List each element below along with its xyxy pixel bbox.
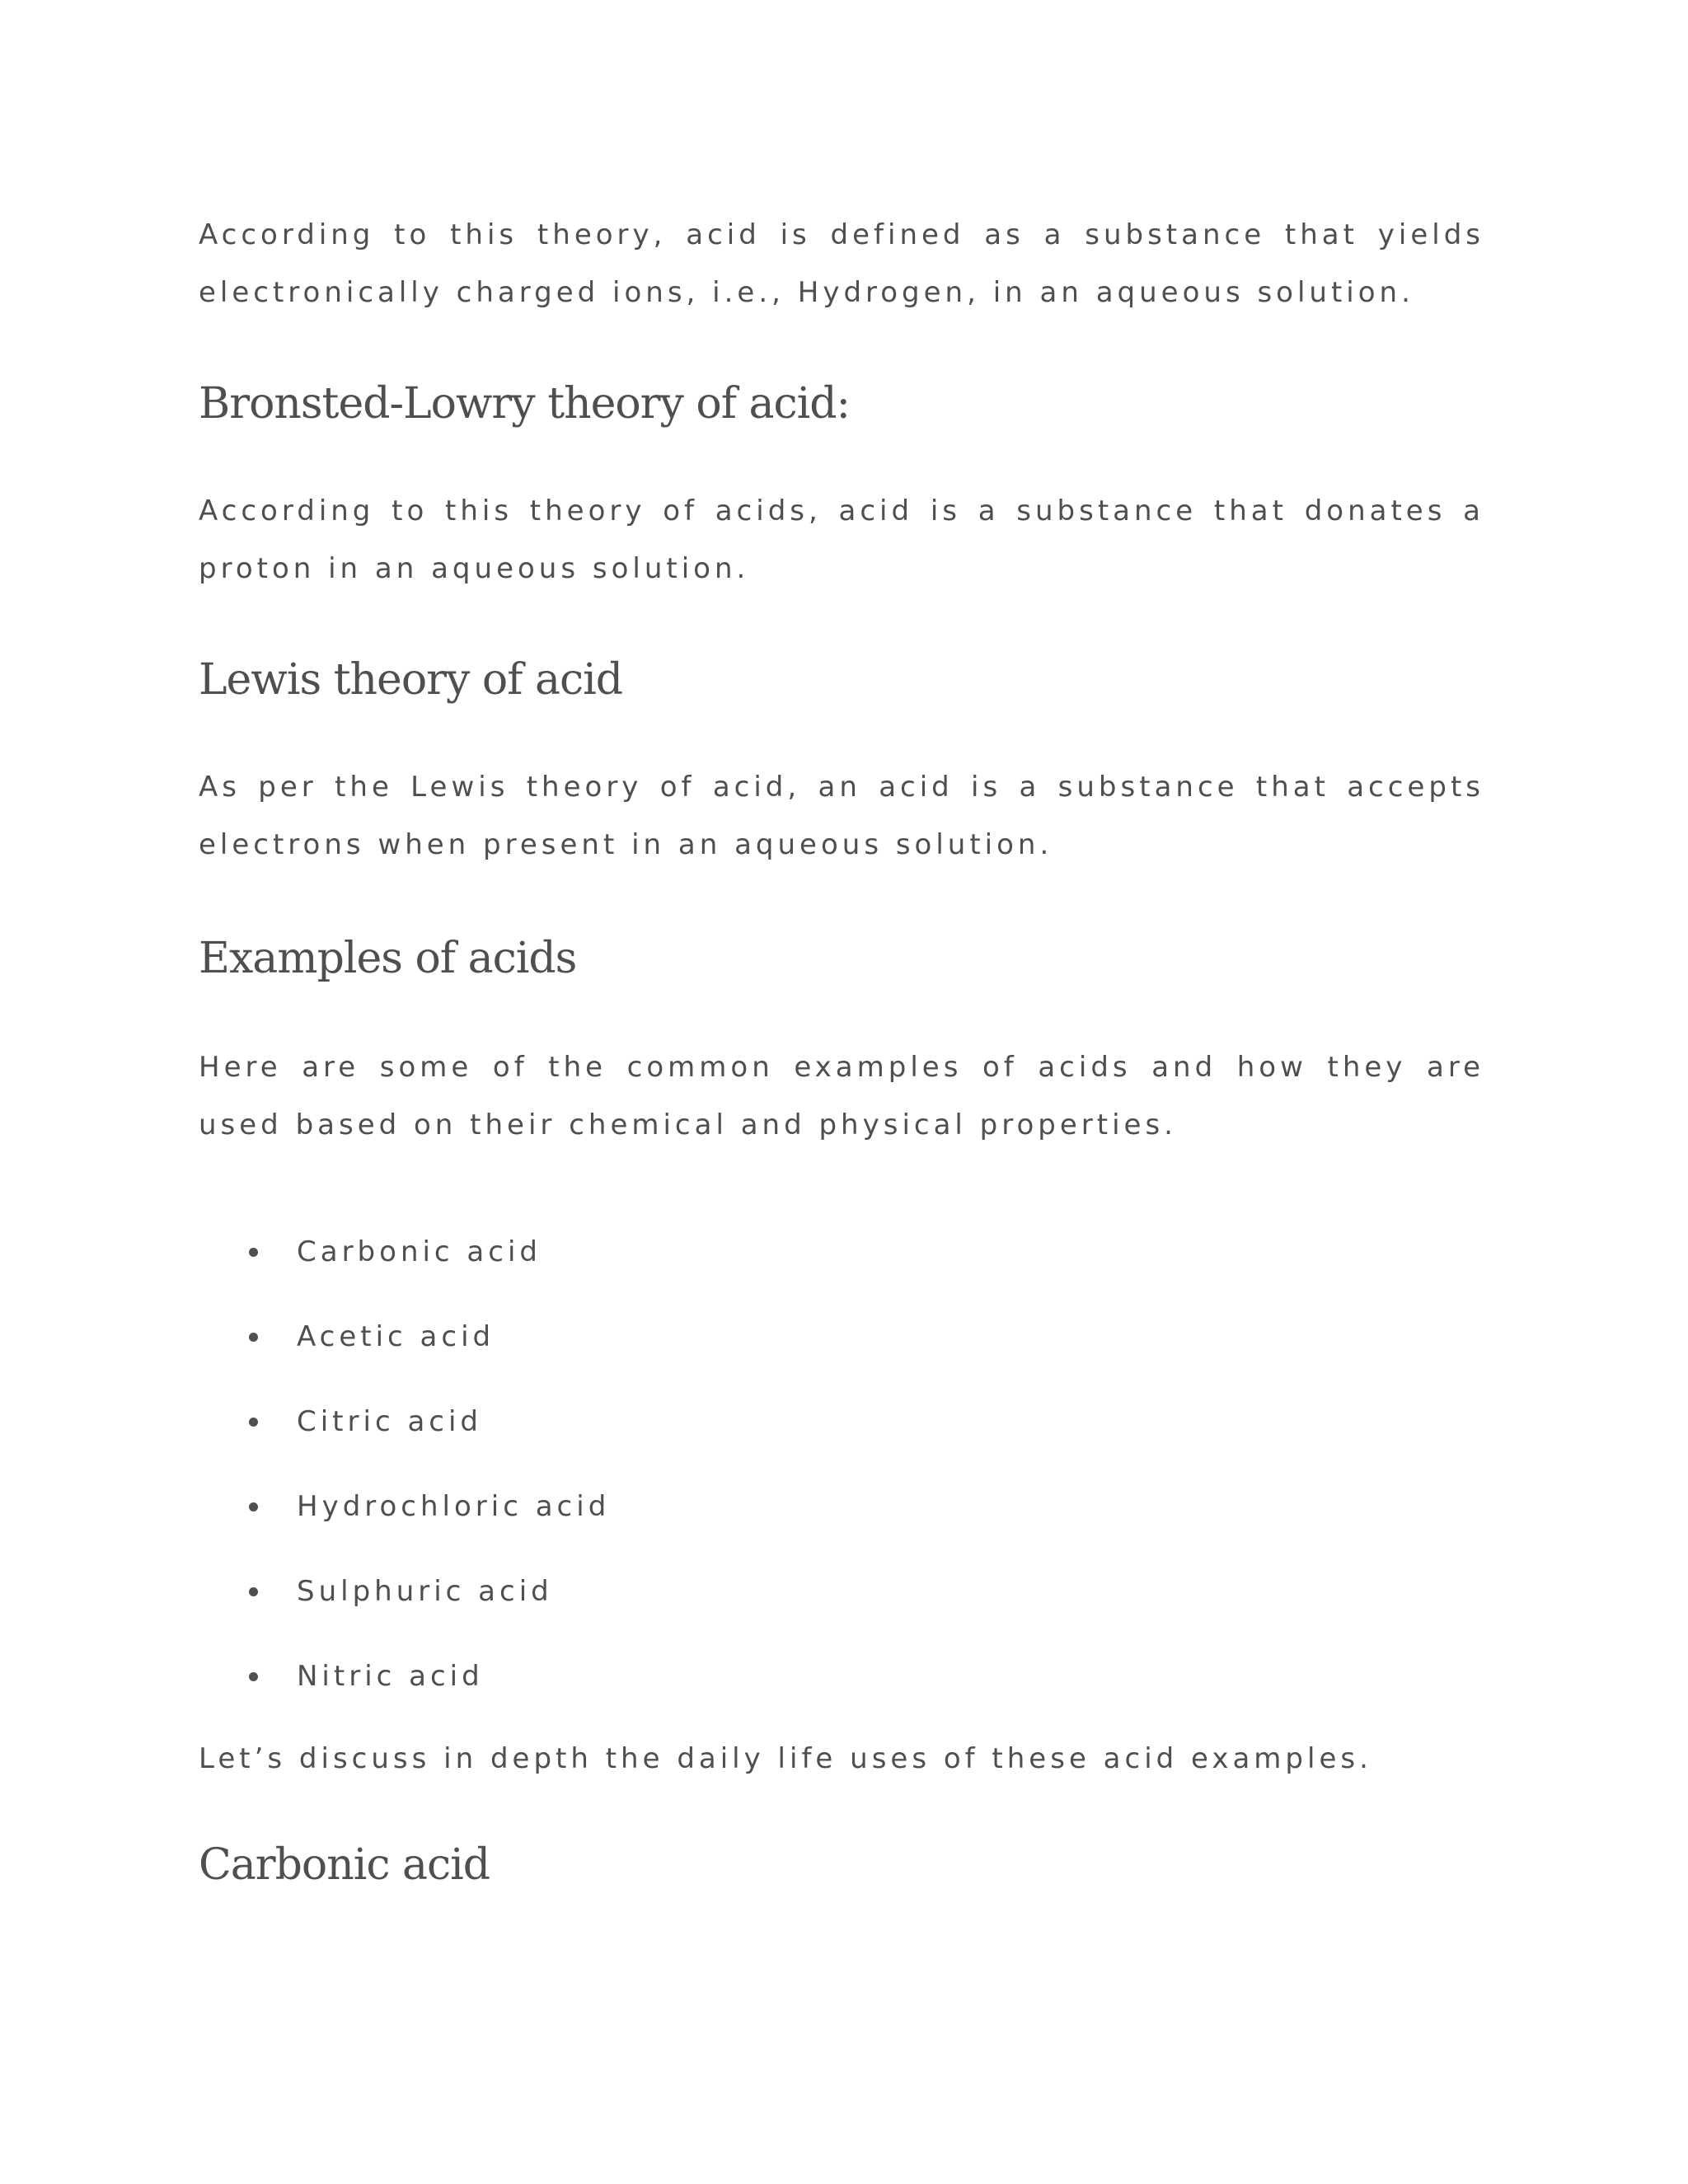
list-item-label: Citric acid [297, 1405, 482, 1438]
examples-paragraph: Here are some of the common examples of acids and how they are used based on their chemical and physical properties. [199, 1051, 1484, 1141]
lewis-paragraph: As per the Lewis theory of acid, an acid is a substance that accepts electrons when present in an aqueous solution. [199, 771, 1484, 861]
carbonic-acid-heading: Carbonic acid [199, 1840, 490, 1890]
discuss-paragraph: Let’s discuss in depth the daily life uses of these acid examples. [199, 1742, 1372, 1775]
list-item-label: Sulphuric acid [297, 1575, 553, 1608]
bullet-icon [249, 1248, 258, 1257]
examples-list [199, 1210, 610, 1719]
bullet-icon [249, 1418, 258, 1427]
bronsted-lowry-heading: Bronsted-Lowry theory of acid: [199, 379, 851, 429]
bullet-icon [249, 1587, 258, 1596]
list-item [199, 1295, 610, 1380]
list-item-label: Hydrochloric acid [297, 1490, 611, 1523]
bullet-icon [249, 1333, 258, 1342]
list-item-label: Acetic acid [297, 1320, 495, 1353]
list-item [199, 1210, 610, 1295]
list-item [199, 1380, 610, 1465]
bullet-icon [249, 1502, 258, 1511]
list-item-label: Nitric acid [297, 1660, 484, 1693]
list-item [199, 1549, 610, 1634]
examples-heading: Examples of acids [199, 934, 577, 983]
list-item [199, 1465, 610, 1549]
bullet-icon [249, 1672, 258, 1681]
bronsted-lowry-paragraph: According to this theory of acids, acid is a substance that donates a proton in an aqueous solution. [199, 494, 1484, 585]
list-item [199, 1634, 610, 1719]
intro-paragraph: According to this theory, acid is defined as a substance that yields electronically charged ions, i.e., Hydrogen, in an aqueous solution. [199, 218, 1484, 309]
lewis-heading: Lewis theory of acid [199, 655, 623, 705]
list-item-label: Carbonic acid [297, 1235, 542, 1268]
